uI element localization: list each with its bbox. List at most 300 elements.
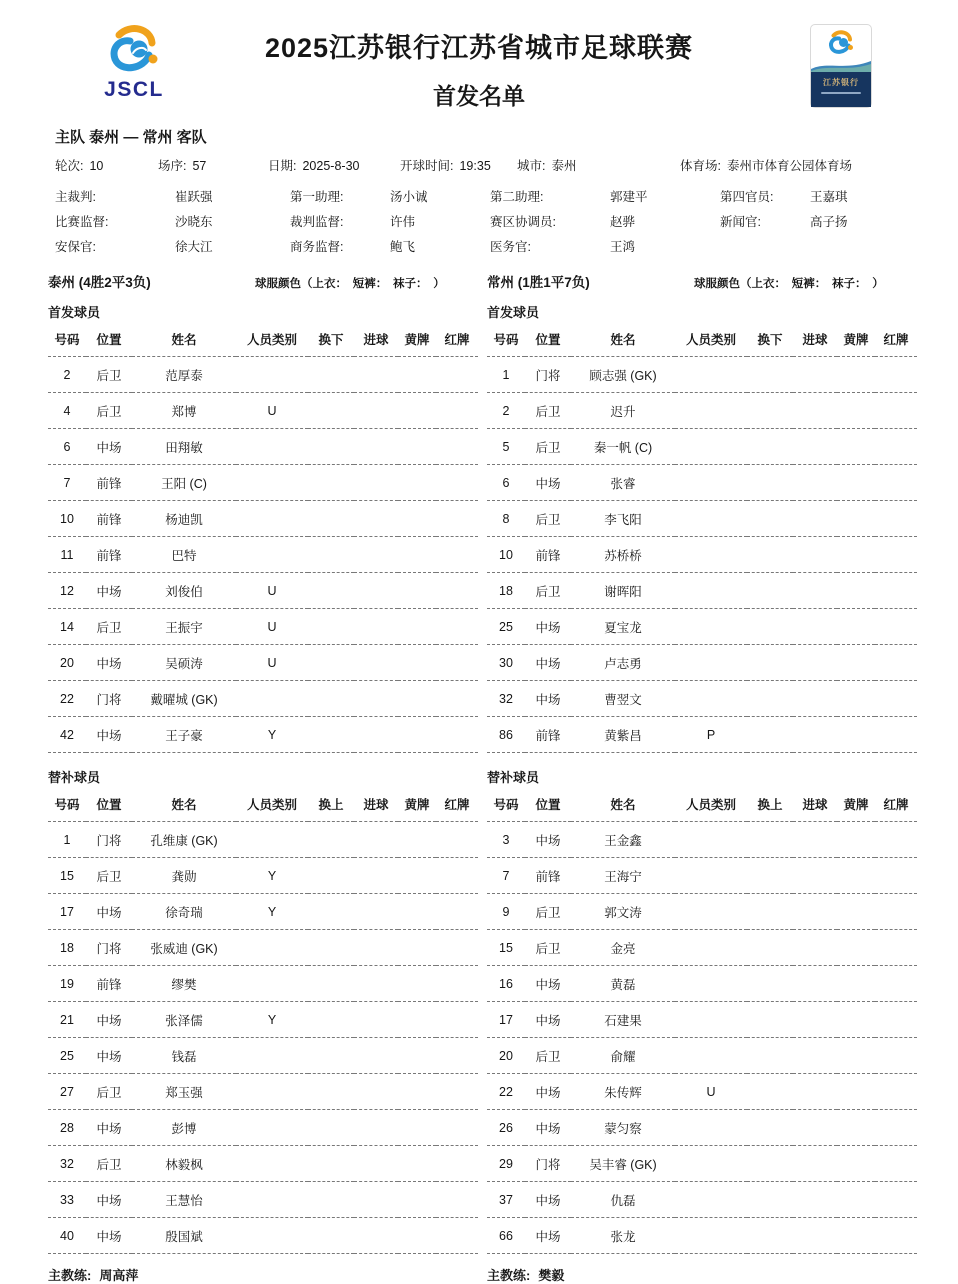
substitute-row xyxy=(48,1182,478,1218)
player-name: 谢晖阳 xyxy=(571,573,675,609)
player-sub xyxy=(747,537,793,573)
player-sub xyxy=(747,429,793,465)
player-name: 吴丰睿 (GK) xyxy=(571,1146,675,1182)
player-category: Y xyxy=(236,894,308,930)
player-position: 后卫 xyxy=(525,429,571,465)
player-category xyxy=(675,930,747,966)
player-red-card xyxy=(436,681,478,717)
player-sub xyxy=(308,717,354,753)
match-info-row xyxy=(55,156,903,174)
player-number: 1 xyxy=(48,822,86,858)
player-name: 王阳 (C) xyxy=(132,465,236,501)
player-category xyxy=(236,1146,308,1182)
player-yellow-card xyxy=(398,822,436,858)
official-label: 第一助理: xyxy=(290,189,344,204)
player-goals xyxy=(793,609,837,645)
player-yellow-card xyxy=(398,645,436,681)
column-header: 位置 xyxy=(96,798,122,812)
player-category xyxy=(675,501,747,537)
player-sub xyxy=(308,894,354,930)
info-label: 开球时间: xyxy=(400,159,454,173)
player-yellow-card xyxy=(837,465,875,501)
player-name: 黄紫昌 xyxy=(571,717,675,753)
player-name: 李飞阳 xyxy=(571,501,675,537)
match-info-item xyxy=(517,156,680,174)
player-number: 19 xyxy=(48,966,86,1002)
player-number: 17 xyxy=(487,1002,525,1038)
player-position: 中场 xyxy=(86,573,132,609)
player-position: 中场 xyxy=(86,1218,132,1254)
player-number: 1 xyxy=(487,357,525,393)
player-position: 后卫 xyxy=(525,1038,571,1074)
player-position: 中场 xyxy=(525,966,571,1002)
player-position: 门将 xyxy=(86,930,132,966)
info-label: 城市: xyxy=(517,159,546,173)
player-name: 孔维康 (GK) xyxy=(132,822,236,858)
player-number: 6 xyxy=(48,429,86,465)
player-sub xyxy=(308,822,354,858)
player-goals xyxy=(354,573,398,609)
official-name: 徐大江 xyxy=(175,239,213,254)
player-red-card xyxy=(436,465,478,501)
player-name: 张威迪 (GK) xyxy=(132,930,236,966)
player-name: 林毅枫 xyxy=(132,1146,236,1182)
player-red-card xyxy=(875,1038,917,1074)
column-header: 换上 xyxy=(318,798,344,812)
player-yellow-card xyxy=(398,1074,436,1110)
player-position: 前锋 xyxy=(525,717,571,753)
player-number: 17 xyxy=(48,894,86,930)
player-yellow-card xyxy=(837,429,875,465)
player-goals xyxy=(793,930,837,966)
home-team-section xyxy=(48,271,478,1284)
player-name: 吴硕涛 xyxy=(132,645,236,681)
player-yellow-card xyxy=(398,1002,436,1038)
player-number: 18 xyxy=(487,573,525,609)
player-red-card xyxy=(875,894,917,930)
player-position: 后卫 xyxy=(525,930,571,966)
substitute-row xyxy=(487,1074,917,1110)
player-category xyxy=(675,1218,747,1254)
officials-row xyxy=(55,208,903,233)
player-category xyxy=(675,1146,747,1182)
player-category: U xyxy=(236,393,308,429)
player-category xyxy=(675,1110,747,1146)
player-sub xyxy=(308,681,354,717)
player-sub xyxy=(308,1002,354,1038)
player-number: 21 xyxy=(48,1002,86,1038)
player-red-card xyxy=(875,465,917,501)
player-yellow-card xyxy=(398,501,436,537)
player-goals xyxy=(793,1038,837,1074)
coach-name: 周高萍 xyxy=(99,1268,139,1283)
player-category xyxy=(675,858,747,894)
player-position: 后卫 xyxy=(86,609,132,645)
player-goals xyxy=(354,966,398,1002)
player-yellow-card xyxy=(837,717,875,753)
player-number: 30 xyxy=(487,645,525,681)
player-category xyxy=(675,537,747,573)
player-red-card xyxy=(875,1074,917,1110)
column-header: 姓名 xyxy=(610,798,636,812)
player-number: 16 xyxy=(487,966,525,1002)
player-yellow-card xyxy=(837,1002,875,1038)
starter-row xyxy=(487,609,917,645)
column-header: 位置 xyxy=(535,333,561,347)
official-label: 安保官: xyxy=(55,239,96,254)
starter-row xyxy=(487,465,917,501)
player-name: 卢志勇 xyxy=(571,645,675,681)
player-name: 钱磊 xyxy=(132,1038,236,1074)
player-position: 中场 xyxy=(525,822,571,858)
player-red-card xyxy=(436,1002,478,1038)
player-sub xyxy=(747,822,793,858)
team-name-record: 常州 (1胜1平7负) xyxy=(487,275,590,290)
player-goals xyxy=(354,1218,398,1254)
player-sub xyxy=(747,858,793,894)
player-goals xyxy=(354,501,398,537)
player-yellow-card xyxy=(837,930,875,966)
column-header: 姓名 xyxy=(171,798,197,812)
substitute-row xyxy=(48,894,478,930)
player-yellow-card xyxy=(837,1074,875,1110)
player-yellow-card xyxy=(398,681,436,717)
player-yellow-card xyxy=(398,573,436,609)
player-name: 蒙匀察 xyxy=(571,1110,675,1146)
player-goals xyxy=(354,1002,398,1038)
column-header: 进球 xyxy=(363,333,389,347)
player-goals xyxy=(793,645,837,681)
player-goals xyxy=(793,1182,837,1218)
official-label: 裁判监督: xyxy=(290,214,344,229)
column-header: 黄牌 xyxy=(404,333,430,347)
player-goals xyxy=(354,822,398,858)
info-value: 19:35 xyxy=(459,159,491,173)
player-goals xyxy=(354,537,398,573)
player-position: 前锋 xyxy=(86,501,132,537)
player-number: 25 xyxy=(487,609,525,645)
player-position: 中场 xyxy=(86,645,132,681)
official-label: 第二助理: xyxy=(490,189,544,204)
player-name: 秦一帆 (C) xyxy=(571,429,675,465)
player-position: 门将 xyxy=(525,357,571,393)
player-sub xyxy=(747,966,793,1002)
column-header: 姓名 xyxy=(610,333,636,347)
player-category xyxy=(236,1038,308,1074)
player-position: 中场 xyxy=(525,1182,571,1218)
player-sub xyxy=(747,1182,793,1218)
player-position: 中场 xyxy=(525,1218,571,1254)
player-position: 前锋 xyxy=(86,465,132,501)
player-position: 后卫 xyxy=(525,894,571,930)
player-goals xyxy=(793,717,837,753)
player-name: 范厚泰 xyxy=(132,357,236,393)
team-header xyxy=(487,271,917,291)
player-sub xyxy=(308,858,354,894)
player-yellow-card xyxy=(398,1182,436,1218)
substitute-row xyxy=(48,858,478,894)
official-label: 赛区协调员: xyxy=(490,214,556,229)
player-category: Y xyxy=(236,858,308,894)
column-header: 红牌 xyxy=(444,798,470,812)
player-name: 张龙 xyxy=(571,1218,675,1254)
player-name: 俞耀 xyxy=(571,1038,675,1074)
player-red-card xyxy=(436,501,478,537)
player-position: 前锋 xyxy=(525,858,571,894)
info-label: 场序: xyxy=(158,159,187,173)
official-label: 主裁判: xyxy=(55,189,96,204)
player-red-card xyxy=(436,429,478,465)
official-name: 汤小诚 xyxy=(390,189,428,204)
player-position: 中场 xyxy=(86,1038,132,1074)
column-header: 人员类别 xyxy=(685,798,736,812)
player-position: 中场 xyxy=(86,429,132,465)
player-table xyxy=(487,789,917,1254)
player-red-card xyxy=(875,681,917,717)
player-goals xyxy=(354,645,398,681)
column-header: 黄牌 xyxy=(843,798,869,812)
player-position: 门将 xyxy=(86,681,132,717)
player-goals xyxy=(793,393,837,429)
player-sub xyxy=(308,1146,354,1182)
player-number: 66 xyxy=(487,1218,525,1254)
player-yellow-card xyxy=(398,966,436,1002)
match-info-item xyxy=(268,156,400,174)
player-yellow-card xyxy=(398,537,436,573)
player-name: 王金鑫 xyxy=(571,822,675,858)
starter-row xyxy=(487,537,917,573)
player-name: 郭文涛 xyxy=(571,894,675,930)
substitute-row xyxy=(48,1110,478,1146)
player-yellow-card xyxy=(398,609,436,645)
player-category xyxy=(675,393,747,429)
player-sub xyxy=(747,717,793,753)
player-goals xyxy=(354,858,398,894)
player-category xyxy=(675,465,747,501)
player-goals xyxy=(354,1146,398,1182)
player-category xyxy=(236,1074,308,1110)
column-header: 黄牌 xyxy=(843,333,869,347)
player-red-card xyxy=(436,1110,478,1146)
player-red-card xyxy=(436,1218,478,1254)
player-yellow-card xyxy=(398,1110,436,1146)
player-category xyxy=(675,645,747,681)
player-yellow-card xyxy=(837,645,875,681)
player-number: 32 xyxy=(487,681,525,717)
player-goals xyxy=(793,357,837,393)
player-number: 28 xyxy=(48,1110,86,1146)
team-name-record: 泰州 (4胜2平3负) xyxy=(48,275,151,290)
player-red-card xyxy=(436,894,478,930)
column-header: 号码 xyxy=(54,798,80,812)
player-red-card xyxy=(875,966,917,1002)
player-category xyxy=(236,930,308,966)
bank-logo-card xyxy=(810,24,872,108)
player-goals xyxy=(793,501,837,537)
player-name: 苏桥桥 xyxy=(571,537,675,573)
player-sub xyxy=(747,930,793,966)
info-value: 泰州 xyxy=(551,159,577,173)
player-category xyxy=(236,966,308,1002)
player-red-card xyxy=(436,930,478,966)
player-category: Y xyxy=(236,1002,308,1038)
starter-row xyxy=(48,393,478,429)
player-name: 张泽儒 xyxy=(132,1002,236,1038)
substitute-row xyxy=(487,1038,917,1074)
substitute-row xyxy=(48,1038,478,1074)
player-position: 后卫 xyxy=(525,393,571,429)
column-header: 进球 xyxy=(802,333,828,347)
player-position: 中场 xyxy=(525,645,571,681)
table-header-row xyxy=(487,324,917,357)
starters-title: 首发球员 xyxy=(487,305,540,320)
player-number: 2 xyxy=(487,393,525,429)
match-info-item xyxy=(55,156,158,174)
officials-row xyxy=(55,183,903,208)
coach-line xyxy=(48,1265,478,1284)
player-red-card xyxy=(875,393,917,429)
coach-label: 主教练: xyxy=(48,1268,92,1283)
player-yellow-card xyxy=(837,609,875,645)
starter-row xyxy=(48,645,478,681)
player-red-card xyxy=(436,609,478,645)
player-yellow-card xyxy=(837,1038,875,1074)
player-goals xyxy=(793,858,837,894)
substitute-row xyxy=(487,1146,917,1182)
starter-row xyxy=(48,537,478,573)
player-sub xyxy=(308,537,354,573)
player-number: 11 xyxy=(48,537,86,573)
substitute-row xyxy=(48,1146,478,1182)
column-header: 换上 xyxy=(757,798,783,812)
team-header xyxy=(48,271,478,291)
substitute-row xyxy=(487,966,917,1002)
column-header: 进球 xyxy=(363,798,389,812)
player-sub xyxy=(747,393,793,429)
player-red-card xyxy=(436,573,478,609)
official-name: 鲍飞 xyxy=(390,239,416,254)
player-name: 彭博 xyxy=(132,1110,236,1146)
player-category xyxy=(236,429,308,465)
player-number: 33 xyxy=(48,1182,86,1218)
player-number: 10 xyxy=(48,501,86,537)
substitute-row xyxy=(48,1002,478,1038)
starter-row xyxy=(48,501,478,537)
player-yellow-card xyxy=(398,1218,436,1254)
player-yellow-card xyxy=(837,501,875,537)
starter-row xyxy=(487,501,917,537)
player-name: 缪樊 xyxy=(132,966,236,1002)
player-category: U xyxy=(236,645,308,681)
player-category xyxy=(675,894,747,930)
official-label: 商务监督: xyxy=(290,239,344,254)
substitute-row xyxy=(487,1182,917,1218)
player-red-card xyxy=(436,357,478,393)
player-yellow-card xyxy=(837,537,875,573)
player-sub xyxy=(747,357,793,393)
player-position: 中场 xyxy=(525,465,571,501)
player-category: U xyxy=(675,1074,747,1110)
player-number: 9 xyxy=(487,894,525,930)
player-position: 前锋 xyxy=(525,537,571,573)
player-sub xyxy=(747,1074,793,1110)
player-goals xyxy=(354,894,398,930)
substitute-row xyxy=(487,1110,917,1146)
player-number: 20 xyxy=(48,645,86,681)
player-category xyxy=(236,357,308,393)
starter-row xyxy=(487,645,917,681)
player-position: 中场 xyxy=(86,1182,132,1218)
player-goals xyxy=(793,1218,837,1254)
player-goals xyxy=(354,717,398,753)
column-header: 黄牌 xyxy=(404,798,430,812)
substitute-row xyxy=(48,1074,478,1110)
player-goals xyxy=(354,1110,398,1146)
player-red-card xyxy=(436,966,478,1002)
player-position: 后卫 xyxy=(86,1146,132,1182)
player-name: 王振宇 xyxy=(132,609,236,645)
player-goals xyxy=(354,1182,398,1218)
player-number: 25 xyxy=(48,1038,86,1074)
player-name: 夏宝龙 xyxy=(571,609,675,645)
starter-row xyxy=(48,609,478,645)
player-sub xyxy=(747,573,793,609)
player-goals xyxy=(354,1074,398,1110)
player-position: 中场 xyxy=(525,1110,571,1146)
player-position: 后卫 xyxy=(525,501,571,537)
table-header-row xyxy=(48,789,478,822)
player-red-card xyxy=(436,822,478,858)
player-red-card xyxy=(875,1146,917,1182)
player-yellow-card xyxy=(398,894,436,930)
player-position: 中场 xyxy=(525,681,571,717)
player-goals xyxy=(354,681,398,717)
player-sub xyxy=(308,645,354,681)
coach-line xyxy=(487,1265,917,1284)
player-sub xyxy=(308,1182,354,1218)
column-header: 位置 xyxy=(535,798,561,812)
kit-colors-label: 球服颜色（上衣： 短裤： 袜子： ） xyxy=(255,278,445,290)
starter-row xyxy=(48,357,478,393)
substitute-row xyxy=(487,822,917,858)
info-value: 泰州市体育公园体育场 xyxy=(726,159,852,173)
substitute-row xyxy=(48,966,478,1002)
starter-row xyxy=(487,429,917,465)
table-header-row xyxy=(48,324,478,357)
player-position: 中场 xyxy=(86,1110,132,1146)
player-yellow-card xyxy=(837,573,875,609)
player-red-card xyxy=(875,822,917,858)
player-sub xyxy=(308,1038,354,1074)
player-number: 22 xyxy=(487,1074,525,1110)
official-name: 许伟 xyxy=(390,214,416,229)
player-red-card xyxy=(436,1146,478,1182)
jscl-logo xyxy=(74,22,194,102)
player-red-card xyxy=(875,537,917,573)
player-name: 龚勋 xyxy=(132,858,236,894)
column-header: 号码 xyxy=(493,798,519,812)
player-category: U xyxy=(236,573,308,609)
player-name: 郑玉强 xyxy=(132,1074,236,1110)
player-red-card xyxy=(875,1218,917,1254)
substitute-row xyxy=(487,894,917,930)
player-red-card xyxy=(875,930,917,966)
player-red-card xyxy=(875,1002,917,1038)
player-goals xyxy=(793,465,837,501)
player-position: 中场 xyxy=(525,609,571,645)
player-name: 杨迪凯 xyxy=(132,501,236,537)
player-red-card xyxy=(436,1038,478,1074)
